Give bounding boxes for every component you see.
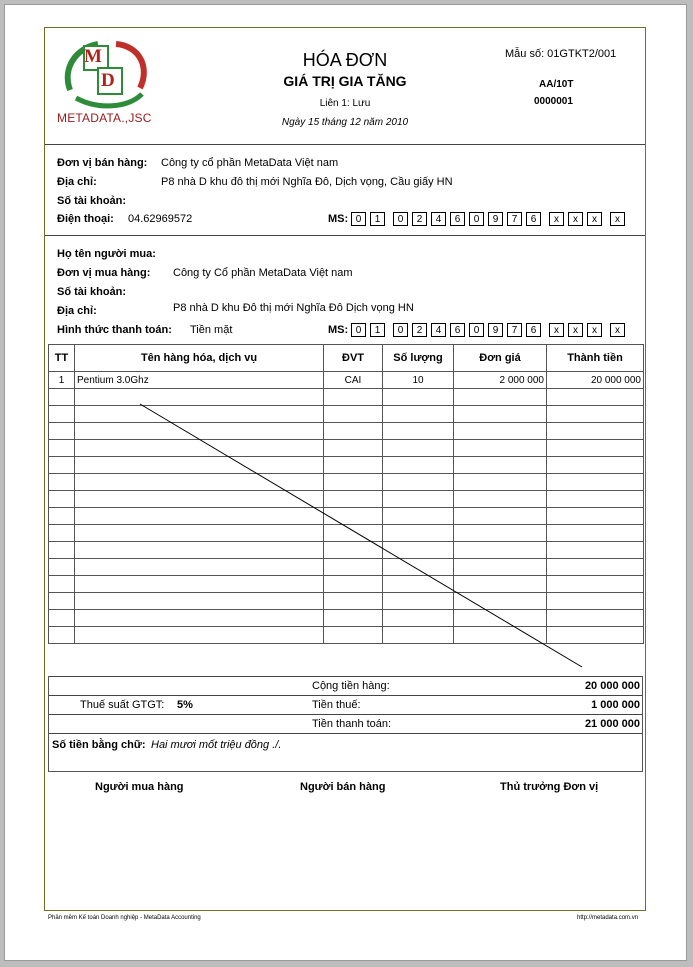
- buyer-digit-box: x: [549, 323, 564, 337]
- buyer-ms-label: MS:: [328, 324, 349, 336]
- buyer-digit-box: x: [568, 323, 583, 337]
- buyer-digit-box: 0: [351, 323, 366, 337]
- company-name: METADATA.,JSC: [57, 111, 152, 125]
- signature-seller: Người bán hàng: [300, 781, 386, 793]
- col-header-item: Tên hàng hóa, dịch vụ: [75, 345, 324, 372]
- seller-digit-box: 7: [507, 212, 522, 226]
- cell-price: 2 000 000: [454, 372, 547, 389]
- buyer-digit-box: x: [610, 323, 625, 337]
- buyer-unit: Công ty Cổ phần MetaData Việt nam: [173, 267, 353, 279]
- signature-buyer: Người mua hàng: [95, 781, 184, 793]
- cell-item: Pentium 3.0Ghz: [75, 372, 324, 389]
- subtotal-value: 20 000 000: [584, 680, 640, 692]
- invoice-number: 0000001: [534, 96, 573, 107]
- seller-digit-box: x: [549, 212, 564, 226]
- form-number: Mẫu số: 01GTKT2/001: [505, 48, 617, 60]
- seller-digit-box: 6: [450, 212, 465, 226]
- seller-phone: 04.62969572: [128, 213, 193, 225]
- payment-method: Tiền mặt: [190, 324, 233, 336]
- seller-digit-box: 0: [351, 212, 366, 226]
- logo-letter-m: M: [84, 46, 102, 67]
- buyer-unit-label: Đơn vị mua hàng:: [57, 267, 151, 279]
- footer-website: http://metadata.com.vn: [577, 915, 639, 921]
- seller-digit-box: 6: [526, 212, 541, 226]
- buyer-address: P8 nhà D khu Đô thị mới Nghĩa Đô Dịch vọng HN: [173, 302, 414, 314]
- seller-digit-box: x: [587, 212, 602, 226]
- totals-box: [48, 676, 643, 772]
- seller-unit: Công ty cổ phần MetaData Việt nam: [161, 157, 339, 169]
- copy-label: Liên 1: Lưu: [319, 98, 371, 109]
- seller-address-label: Địa chỉ:: [57, 176, 97, 188]
- seller-phone-label: Điện thoại:: [57, 213, 114, 225]
- buyer-digit-box: 0: [469, 323, 484, 337]
- col-header-price: Đơn giá: [454, 345, 547, 372]
- vat-label: Tiền thuế:: [312, 699, 361, 711]
- total-label: Tiền thanh toán:: [312, 718, 392, 730]
- buyer-digit-box: 9: [488, 323, 503, 337]
- vat-rate-value: 5%: [177, 699, 193, 711]
- seller-digit-box: 4: [431, 212, 446, 226]
- buyer-account-label: Số tài khoản:: [57, 286, 127, 298]
- buyer-digit-box: 6: [526, 323, 541, 337]
- invoice-title: HÓA ĐƠN: [302, 50, 388, 70]
- seller-digit-box: 1: [370, 212, 385, 226]
- amount-in-words: Hai mươi mốt triệu đồng ./.: [151, 739, 282, 751]
- buyer-digit-box: 1: [370, 323, 385, 337]
- col-header-index: TT: [49, 345, 75, 372]
- seller-digit-box: 2: [412, 212, 427, 226]
- cell-index: 1: [49, 372, 75, 389]
- col-header-quantity: Số lượng: [383, 345, 454, 372]
- seller-account-label: Số tài khoản:: [57, 195, 127, 207]
- signature-head: Thủ trưởng Đơn vị: [500, 781, 599, 793]
- cell-amount: 20 000 000: [547, 372, 644, 389]
- buyer-digit-box: 2: [412, 323, 427, 337]
- amount-in-words-label: Số tiền bằng chữ:: [52, 739, 146, 751]
- vat-value: 1 000 000: [591, 699, 640, 711]
- seller-unit-label: Đơn vị bán hàng:: [57, 157, 148, 169]
- buyer-digit-box: 7: [507, 323, 522, 337]
- invoice-subtitle: GIÁ TRỊ GIA TĂNG: [283, 73, 407, 89]
- seller-digit-box: 9: [488, 212, 503, 226]
- subtotal-label: Cộng tiền hàng:: [312, 680, 390, 692]
- seller-digit-box: 0: [393, 212, 408, 226]
- total-value: 21 000 000: [584, 718, 640, 730]
- buyer-address-label: Địa chỉ:: [57, 305, 97, 317]
- cell-unit: CAI: [324, 372, 383, 389]
- seller-digit-box: x: [568, 212, 583, 226]
- vat-rate-label: Thuế suất GTGT:: [80, 699, 165, 711]
- payment-method-label: Hình thức thanh toán:: [57, 324, 172, 336]
- col-header-unit: ĐVT: [324, 345, 383, 372]
- seller-digit-box: 0: [469, 212, 484, 226]
- buyer-digit-box: 4: [431, 323, 446, 337]
- footer-software: Phần mềm Kế toán Doanh nghiệp - MetaData Accounting: [48, 915, 201, 921]
- buyer-digit-box: 0: [393, 323, 408, 337]
- seller-ms-label: MS:: [328, 213, 349, 225]
- seller-address: P8 nhà D khu đô thị mới Nghĩa Đô, Dịch vọng, Cầu giấy HN: [161, 176, 453, 188]
- col-header-amount: Thành tiền: [547, 345, 644, 372]
- invoice-serial: AA/10T: [539, 79, 574, 90]
- buyer-name-label: Họ tên người mua:: [57, 248, 156, 260]
- buyer-digit-box: x: [587, 323, 602, 337]
- invoice-date: Ngày 15 tháng 12 năm 2010: [281, 117, 409, 128]
- seller-digit-box: x: [610, 212, 625, 226]
- buyer-digit-box: 6: [450, 323, 465, 337]
- cell-quantity: 10: [383, 372, 454, 389]
- logo-letter-d: D: [101, 70, 115, 91]
